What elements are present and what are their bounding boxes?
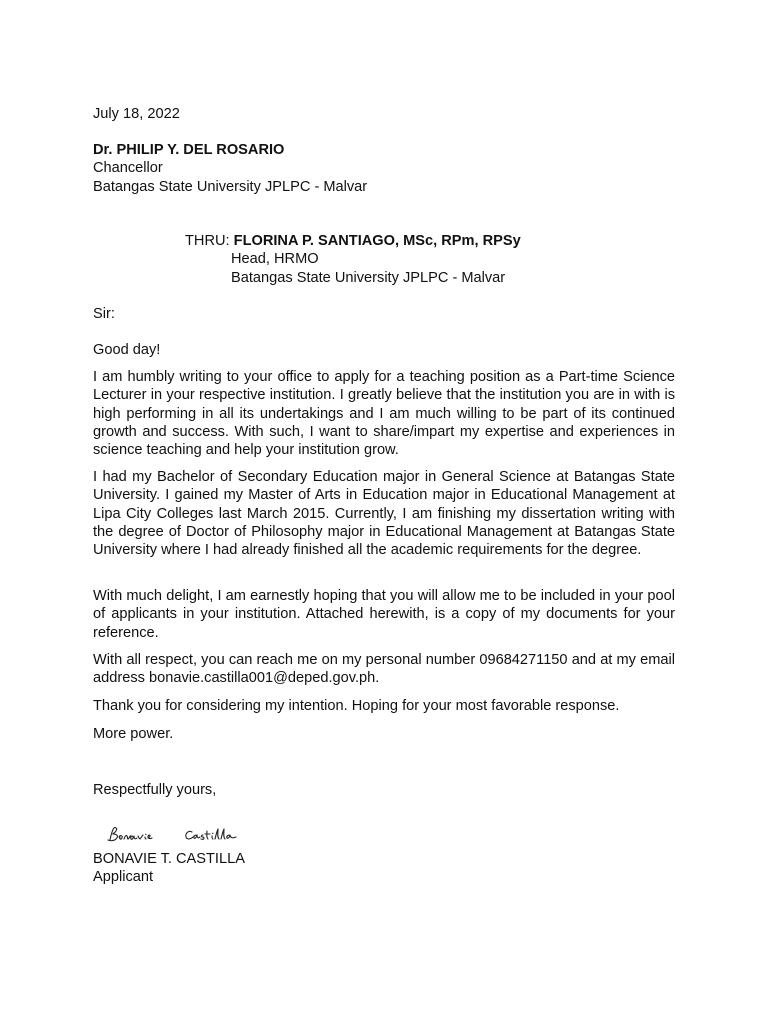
body-paragraph-4: With all respect, you can reach me on my personal number 09684271150 and at my email address bonavie.castilla001@deped.gov.ph. bbox=[93, 652, 675, 687]
greeting bbox=[93, 341, 675, 359]
thru-line bbox=[185, 232, 685, 250]
body-paragraph-6: More power. bbox=[93, 726, 174, 742]
body-paragraph-2: I had my Bachelor of Secondary Education major in General Science at Batangas State University. I gained my Master of Arts in Education major in Educational Management at Lipa City Colleges last March 2015. Currently, I am finishing my dissertation writing with the degree of Doctor of Philosophy major in Educational Management at Batangas State University where I had already finished all the academic requirements for the degree. bbox=[93, 469, 675, 559]
thru-block bbox=[185, 232, 685, 287]
salutation-text: Sir: bbox=[93, 306, 115, 322]
thru-name: FLORINA P. SANTIAGO, MSc, RPm, RPSy bbox=[233, 233, 521, 249]
closing-text: Respectfully yours, bbox=[93, 782, 217, 798]
thru-prefix: THRU: bbox=[185, 233, 234, 249]
addressee-name: Dr. PHILIP Y. DEL ROSARIO bbox=[93, 142, 285, 158]
sender-block bbox=[93, 850, 675, 887]
greeting-text: Good day! bbox=[93, 342, 161, 358]
thru-position: Head, HRMO bbox=[231, 251, 319, 268]
sender-role: Applicant bbox=[93, 869, 154, 886]
salutation bbox=[93, 305, 675, 323]
addressee-block bbox=[93, 141, 675, 196]
body-paragraph-5: Thank you for considering my intention. Hoping for your most favorable response. bbox=[93, 698, 620, 714]
addressee-institution: Batangas State University JPLPC - Malvar bbox=[93, 178, 368, 195]
date-text: July 18, 2022 bbox=[93, 106, 180, 122]
handwritten-signature bbox=[102, 822, 252, 848]
sender-name: BONAVIE T. CASTILLA bbox=[93, 851, 245, 867]
addressee-position: Chancellor bbox=[93, 160, 163, 177]
thru-institution: Batangas State University JPLPC - Malvar bbox=[231, 269, 506, 286]
letter-date bbox=[93, 105, 675, 123]
body-paragraph-3: With much delight, I am earnestly hoping that you will allow me to be included in your pool of applicants in your institution. Attached herewith, is a copy of my documents for your reference. bbox=[93, 588, 675, 641]
complimentary-closing bbox=[93, 781, 675, 799]
body-paragraph-1: I am humbly writing to your office to apply for a teaching position as a Part-time Science Lecturer in your respective institution. I greatly believe that the institution you are in with is high performing in all its undertakings and I am much willing to be part of its continued growth and success. With such, I want to share/impart my expertise and experiences in science teaching and help your institution grow. bbox=[93, 369, 675, 459]
